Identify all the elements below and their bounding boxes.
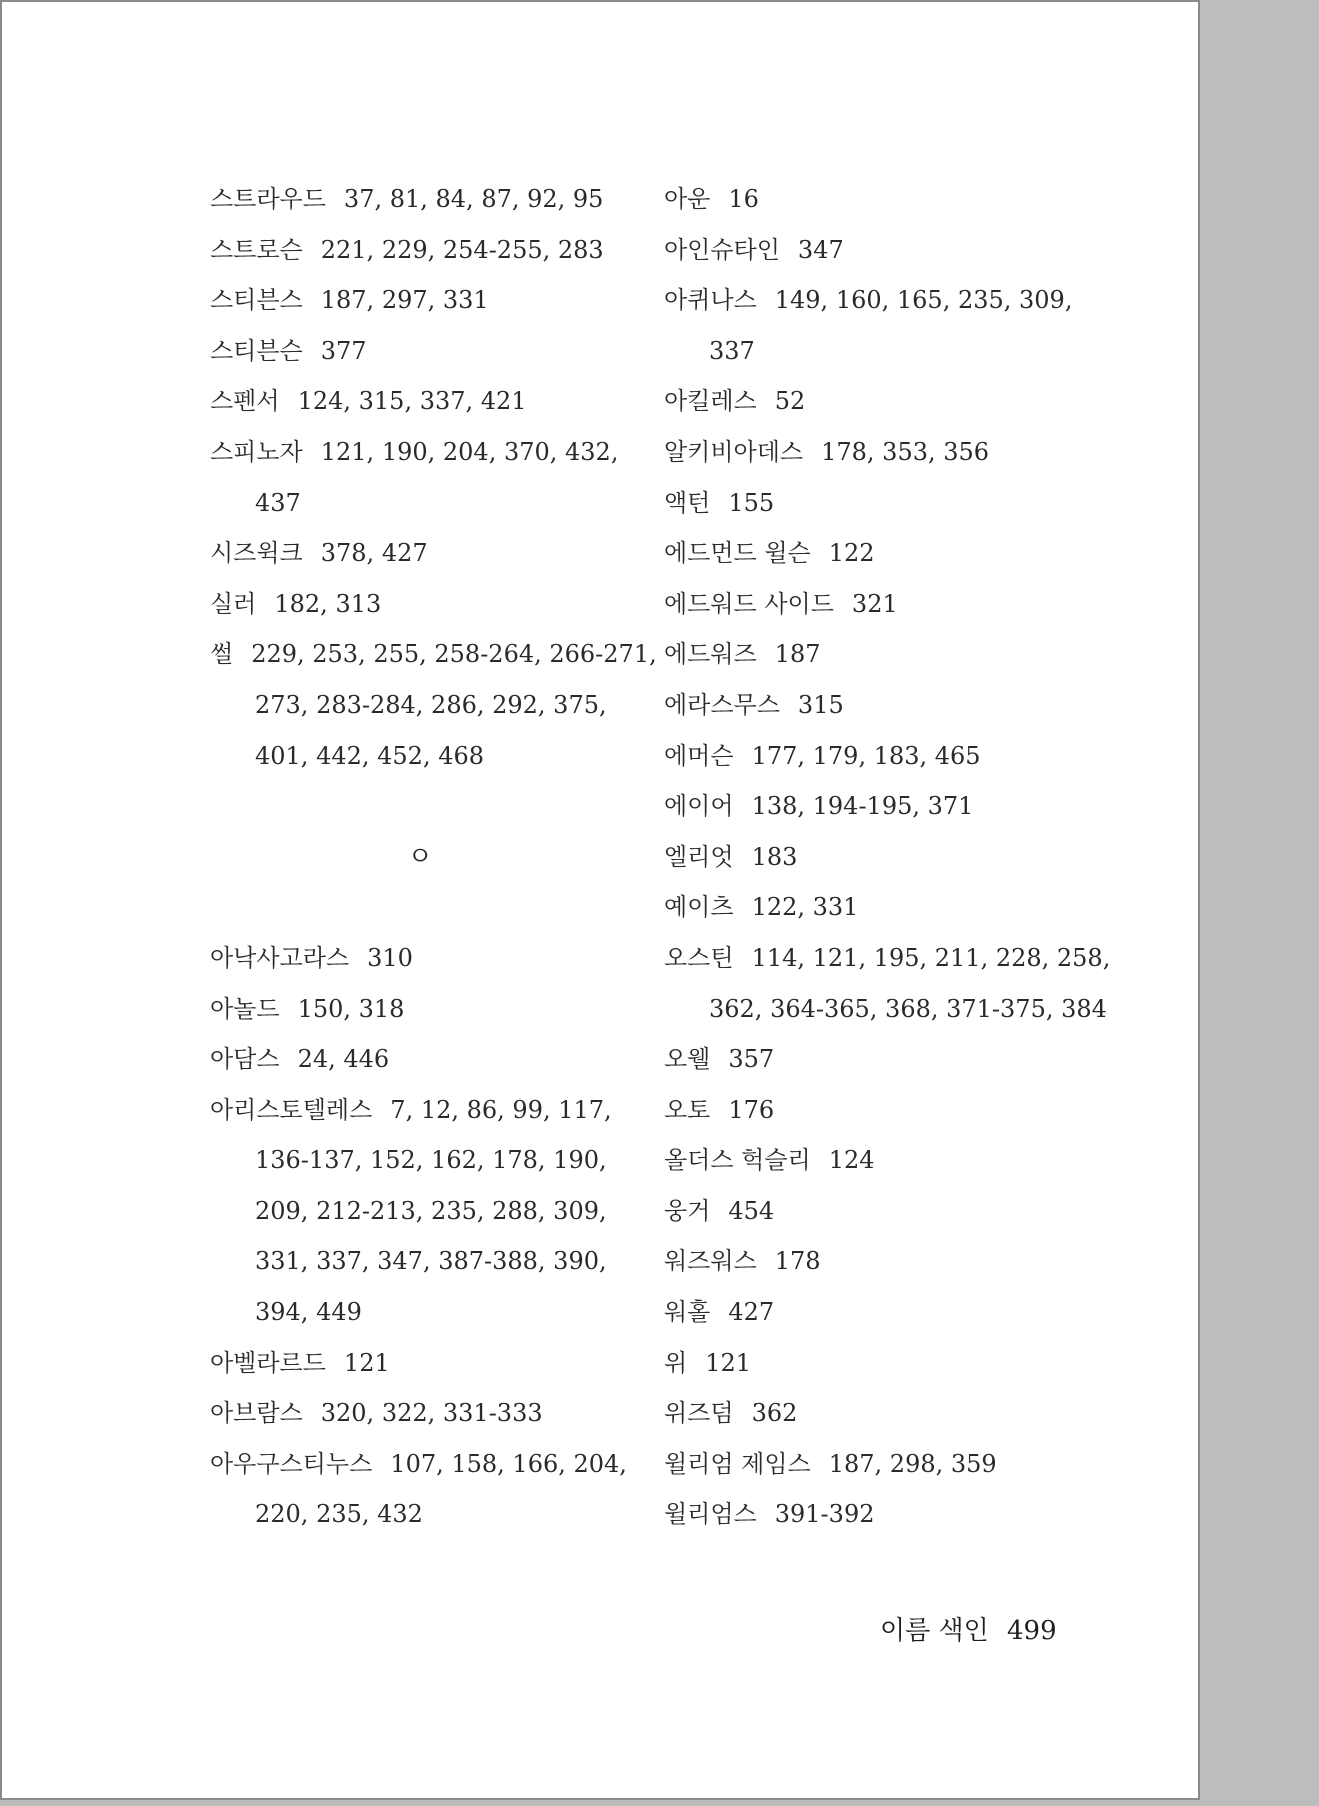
index-entry — [210, 1338, 630, 1389]
index-entry — [210, 933, 630, 984]
entry-name: 아운 — [664, 185, 711, 213]
entry-pages: 150, 318 — [297, 994, 405, 1023]
index-entry — [210, 275, 630, 326]
entry-pages: 391-392 — [774, 1500, 875, 1529]
entry-name: 올더스 헉슬리 — [664, 1146, 811, 1175]
index-entry — [210, 1439, 630, 1490]
entry-name: 워즈워스 — [664, 1247, 757, 1276]
section-heading: ㅇ — [407, 841, 433, 872]
index-entry — [210, 427, 630, 478]
index-entry — [664, 1439, 1104, 1490]
index-entry — [664, 225, 1104, 276]
entry-pages: 182, 313 — [274, 589, 382, 618]
entry-name: 아퀴나스 — [664, 286, 757, 315]
page-footer — [880, 1610, 1057, 1647]
index-entry — [210, 579, 630, 630]
entry-pages: 121 — [705, 1348, 751, 1377]
entry-name: 오토 — [664, 1095, 711, 1124]
entry-name: 아브람스 — [210, 1399, 303, 1428]
index-entry — [664, 1287, 1104, 1338]
entry-pages: 107, 158, 166, 204, — [390, 1449, 627, 1478]
index-entry — [664, 832, 1104, 883]
footer-label: 이름 색인 — [880, 1616, 989, 1646]
entry-pages: 138, 194-195, 371 — [751, 792, 974, 821]
entry-pages: 357 — [728, 1045, 775, 1074]
page-number: 499 — [1007, 1616, 1057, 1646]
index-entry — [664, 528, 1104, 579]
index-entry — [664, 882, 1104, 933]
entry-pages: 362 — [751, 1399, 798, 1428]
entry-pages: 121, 190, 204, 370, 432, — [320, 437, 619, 466]
entry-name: 실러 — [210, 589, 257, 618]
entry-name: 워홀 — [664, 1298, 711, 1327]
entry-pages: 177, 179, 183, 465 — [751, 741, 981, 770]
entry-name: 예이츠 — [664, 893, 734, 922]
index-entry-continuation: 331, 337, 347, 387-388, 390, — [255, 1247, 607, 1276]
entry-pages: 320, 322, 331-333 — [320, 1399, 543, 1428]
index-entry — [210, 984, 630, 1035]
entry-name: 엘리엇 — [664, 842, 734, 871]
entry-name: 웅거 — [664, 1196, 711, 1225]
entry-name: 위즈덤 — [664, 1399, 734, 1428]
index-entry — [664, 1338, 1104, 1389]
index-entry — [664, 174, 1104, 225]
index-entry — [664, 933, 1111, 984]
index-entry-continuation: 273, 283-284, 286, 292, 375, — [255, 690, 607, 719]
entry-pages: 37, 81, 84, 87, 92, 95 — [343, 185, 604, 213]
entry-pages: 178, 353, 356 — [821, 437, 990, 466]
entry-pages: 52 — [774, 387, 806, 416]
entry-name: 윌리엄 제임스 — [664, 1449, 811, 1478]
entry-name: 윌리엄스 — [664, 1500, 757, 1529]
entry-name: 스피노자 — [210, 437, 303, 466]
entry-name: 오스틴 — [664, 943, 734, 972]
entry-pages: 378, 427 — [320, 539, 428, 568]
entry-pages: 315 — [797, 690, 844, 719]
index-entry — [664, 629, 1104, 680]
entry-name: 아인슈타인 — [664, 235, 780, 264]
entry-name: 에머슨 — [664, 741, 734, 770]
entry-pages: 454 — [728, 1196, 775, 1225]
entry-pages: 187 — [774, 640, 821, 669]
entry-pages: 221, 229, 254-255, 283 — [320, 235, 604, 264]
entry-name: 아리스토텔레스 — [210, 1095, 373, 1124]
index-entry-continuation: 362, 364-365, 368, 371-375, 384 — [709, 994, 1107, 1023]
entry-name: 스트라우드 — [210, 185, 326, 213]
index-entry — [210, 376, 630, 427]
index-entry — [210, 629, 657, 680]
entry-name: 알키비아데스 — [664, 437, 804, 466]
entry-name: 스티븐슨 — [210, 336, 303, 365]
index-entry — [664, 731, 1104, 782]
index-entry — [210, 1388, 630, 1439]
entry-name: 아놀드 — [210, 994, 280, 1023]
entry-name: 아벨라르드 — [210, 1348, 326, 1377]
entry-pages: 122, 331 — [751, 893, 859, 922]
entry-pages: 183 — [751, 842, 798, 871]
index-entry — [210, 1034, 630, 1085]
entry-name: 아우구스티누스 — [210, 1449, 373, 1478]
index-entry-continuation: 337 — [709, 336, 755, 365]
entry-pages: 114, 121, 195, 211, 228, 258, — [751, 943, 1111, 972]
index-entry — [664, 1236, 1104, 1287]
entry-pages: 7, 12, 86, 99, 117, — [390, 1095, 612, 1124]
index-entry-continuation: 209, 212-213, 235, 288, 309, — [255, 1196, 607, 1225]
index-entry — [664, 275, 1104, 326]
entry-name: 에라스무스 — [664, 690, 780, 719]
entry-name: 에이어 — [664, 792, 734, 821]
index-entry — [210, 326, 630, 377]
entry-name: 위 — [664, 1348, 688, 1377]
entry-pages: 124 — [828, 1146, 875, 1175]
index-column-left — [210, 174, 657, 1540]
entry-name: 스펜서 — [210, 387, 280, 416]
index-entry — [210, 225, 630, 276]
entry-name: 에드먼드 윌슨 — [664, 539, 811, 568]
index-entry — [664, 478, 1104, 529]
entry-pages: 347 — [797, 235, 844, 264]
entry-pages: 187, 297, 331 — [320, 286, 489, 315]
index-entry — [664, 579, 1104, 630]
index-entry — [664, 781, 1104, 832]
entry-pages: 310 — [367, 943, 413, 972]
index-column-right — [664, 174, 1111, 1540]
entry-name: 썰 — [210, 640, 234, 669]
entry-name: 시즈윅크 — [210, 539, 303, 568]
entry-pages: 155 — [728, 488, 775, 517]
index-entry — [664, 1388, 1104, 1439]
entry-pages: 321 — [851, 589, 898, 618]
entry-pages: 176 — [728, 1095, 775, 1124]
index-entry — [664, 1085, 1104, 1136]
entry-name: 아낙사고라스 — [210, 943, 350, 972]
entry-name: 스트로슨 — [210, 235, 303, 264]
entry-pages: 187, 298, 359 — [828, 1449, 997, 1478]
entry-pages: 16 — [728, 185, 759, 213]
blank-line — [210, 781, 630, 832]
entry-name: 에드워즈 — [664, 640, 757, 669]
index-entry-continuation: 136-137, 152, 162, 178, 190, — [255, 1146, 607, 1175]
index-entry — [210, 1085, 630, 1136]
index-entry-continuation: 220, 235, 432 — [255, 1500, 423, 1529]
index-entry — [664, 1489, 1104, 1540]
index-entry — [664, 376, 1104, 427]
entry-name: 에드워드 사이드 — [664, 589, 834, 618]
entry-pages: 149, 160, 165, 235, 309, — [774, 286, 1073, 315]
index-entry-continuation: 401, 442, 452, 468 — [255, 741, 485, 770]
index-entry-continuation: 437 — [255, 488, 301, 517]
entry-pages: 377 — [320, 336, 367, 365]
entry-name: 액턴 — [664, 488, 711, 517]
entry-name: 오웰 — [664, 1045, 711, 1074]
entry-pages: 121 — [343, 1348, 390, 1377]
entry-pages: 124, 315, 337, 421 — [297, 387, 527, 416]
index-entry — [664, 1135, 1104, 1186]
entry-name: 아킬레스 — [664, 387, 757, 416]
entry-name: 스티븐스 — [210, 286, 303, 315]
index-entry — [664, 1034, 1104, 1085]
index-entry-continuation: 394, 449 — [255, 1298, 362, 1327]
index-entry — [664, 427, 1104, 478]
entry-pages: 122 — [828, 539, 875, 568]
index-entry — [664, 680, 1104, 731]
blank-line — [210, 882, 630, 933]
entry-pages: 178 — [774, 1247, 821, 1276]
entry-pages: 229, 253, 255, 258-264, 266-271, — [251, 640, 657, 669]
entry-pages: 427 — [728, 1298, 775, 1327]
index-entry — [664, 1186, 1104, 1237]
index-entry — [210, 528, 630, 579]
index-entry — [210, 174, 630, 225]
entry-name: 아담스 — [210, 1045, 280, 1074]
entry-pages: 24, 446 — [297, 1045, 390, 1074]
